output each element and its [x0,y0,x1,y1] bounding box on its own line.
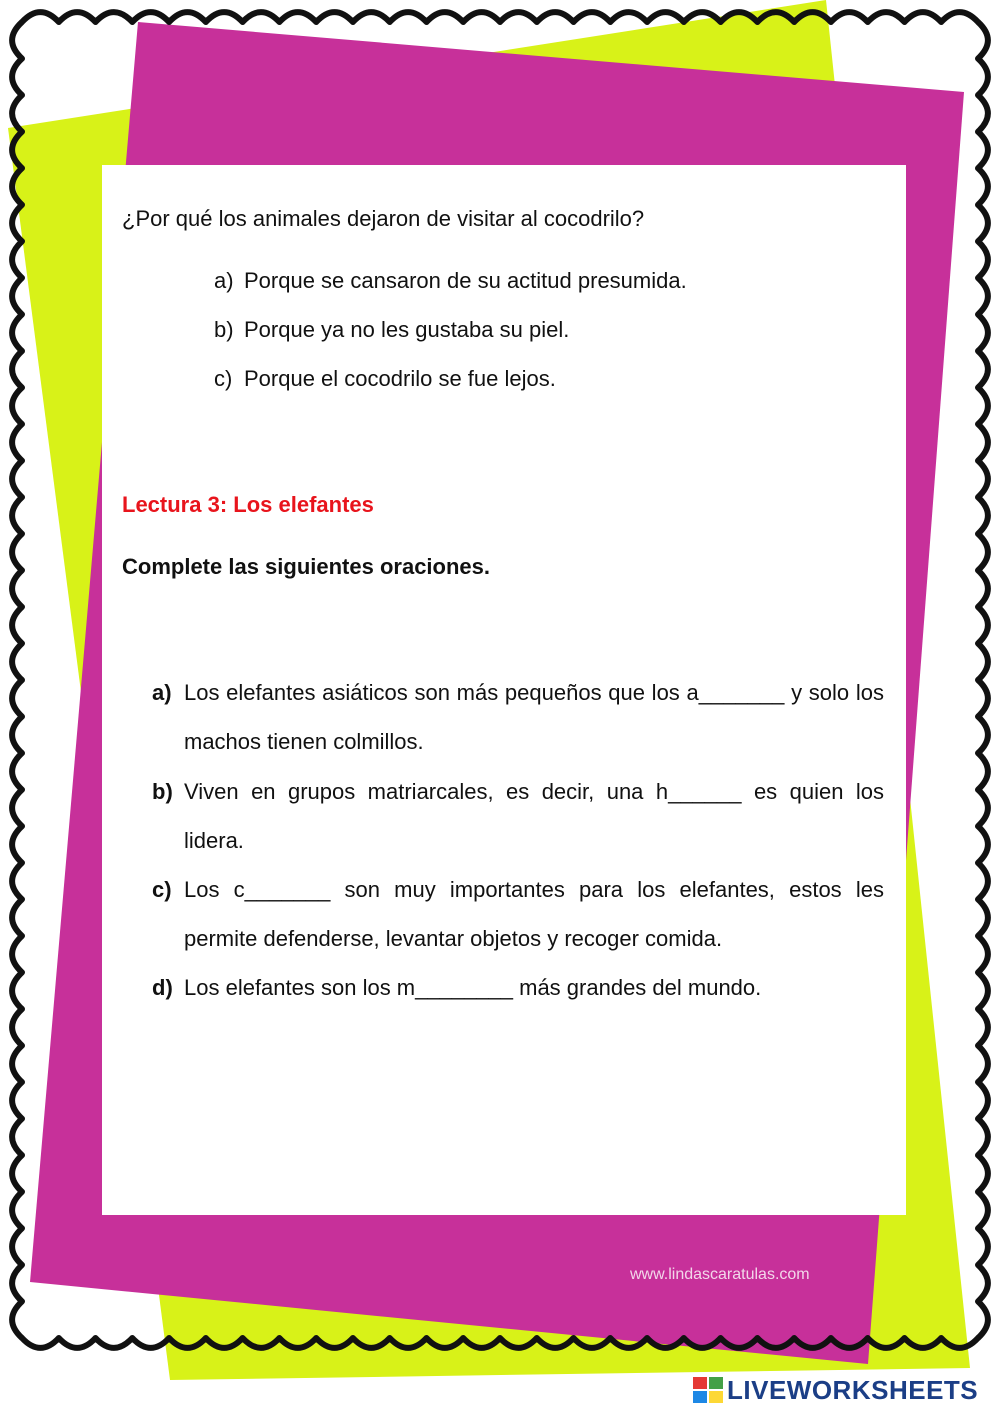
sentence-text[interactable]: Viven en grupos matriarcales, es decir, una h______ es quien los lidera. [184,779,884,853]
liveworksheets-logo[interactable] [693,1375,978,1405]
sentence-letter: a) [152,680,172,705]
option-letter: a) [214,268,234,293]
option-text: Porque el cocodrilo se fue lejos. [244,366,556,391]
website-url: www.lindascaratulas.com [630,1266,810,1283]
option-b[interactable] [214,317,569,343]
sentence-text[interactable]: Los c_______ son muy importantes para los elefantes, estos les permite defenderse, levantar objetos y recoger comida. [184,877,884,951]
option-text: Porque se cansaron de su actitud presumida. [244,268,687,293]
option-text: Porque ya no les gustaba su piel. [244,317,570,342]
sentence-text[interactable]: Los elefantes son los m________ más grandes del mundo. [184,975,762,1000]
sentence-letter: d) [152,975,173,1000]
sentence-c [152,865,884,963]
option-c[interactable] [214,366,556,392]
sentence-a [152,668,884,766]
sentence-d [152,963,884,1012]
sentence-text[interactable]: Los elefantes asiáticos son más pequeños que los a_______ y solo los machos tienen colmillos. [184,680,884,754]
sentence-b [152,767,884,865]
instruction-text: Complete las siguientes oraciones. [122,554,491,579]
option-a[interactable] [214,268,687,294]
sentence-letter: b) [152,779,173,804]
reading-title: Lectura 3: Los elefantes [122,492,374,517]
option-letter: c) [214,366,233,391]
question-text: ¿Por qué los animales dejaron de visitar al cocodrilo? [122,206,645,231]
option-letter: b) [214,317,234,342]
liveworksheets-icon [693,1377,723,1403]
liveworksheets-brand: LIVEWORKSHEETS [727,1374,979,1405]
sentence-letter: c) [152,877,172,902]
